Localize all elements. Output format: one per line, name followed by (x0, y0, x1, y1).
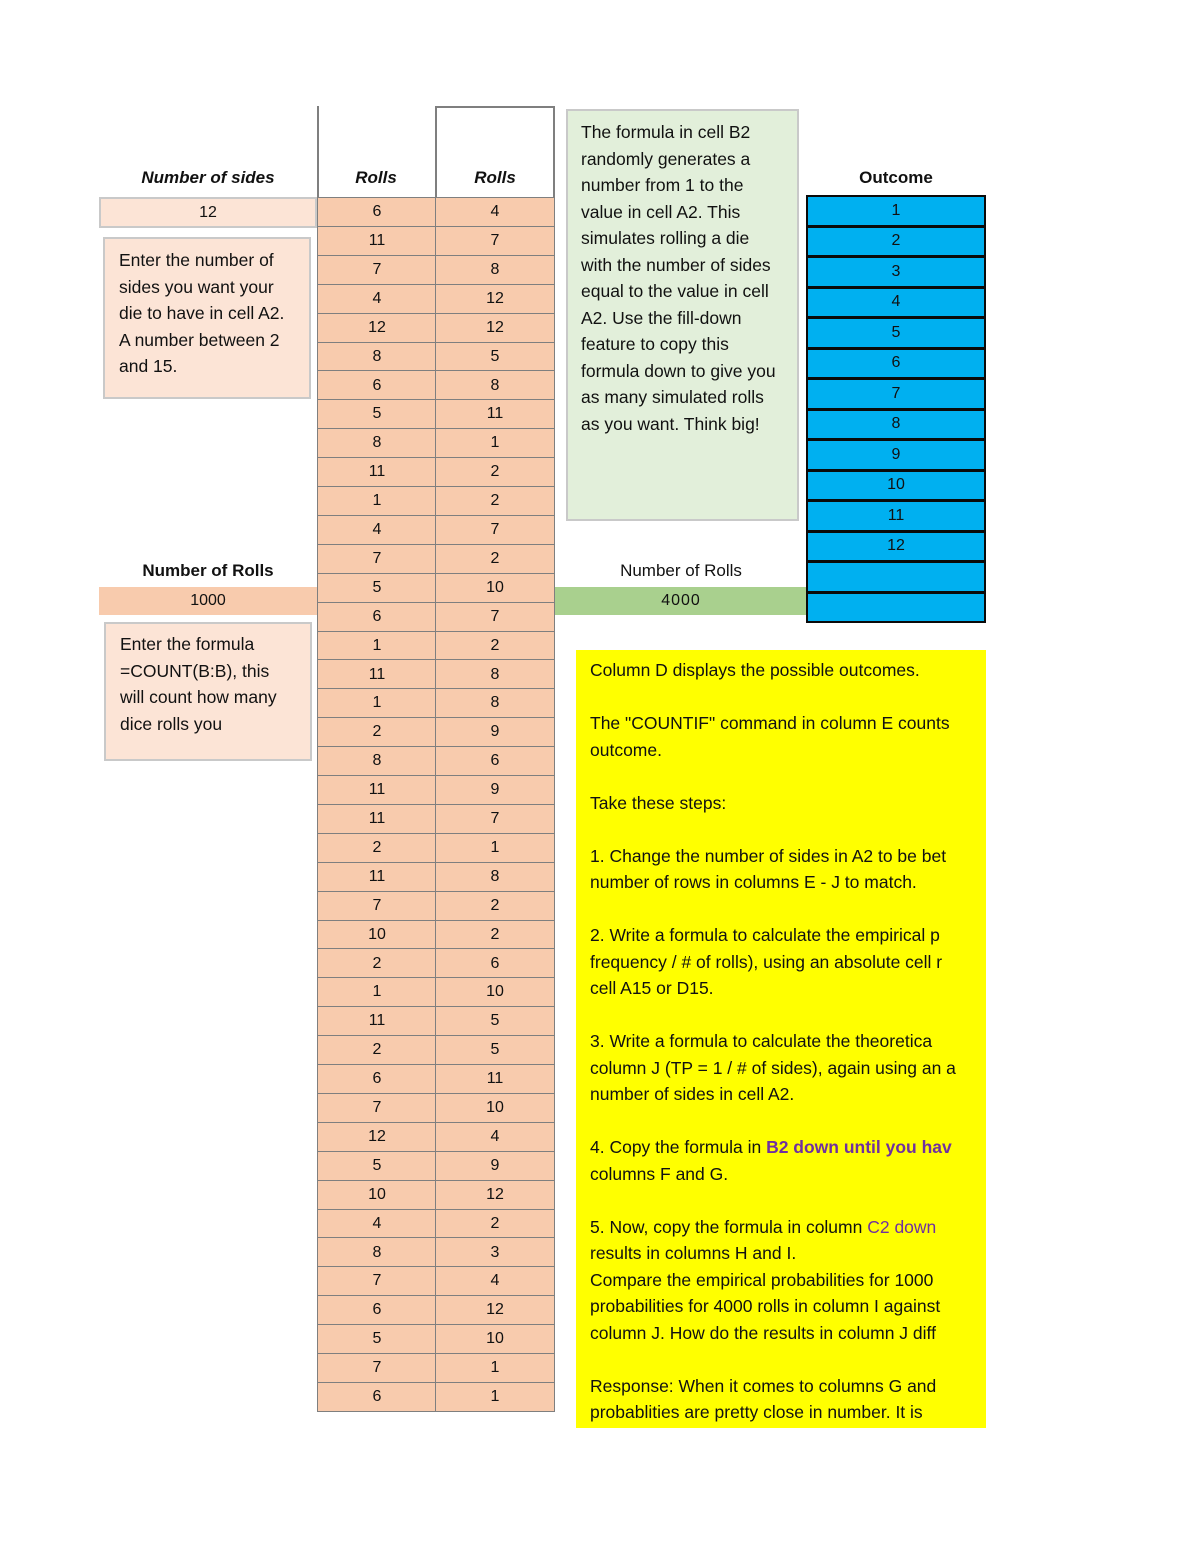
rolls-c-cell[interactable]: 1 (435, 1382, 555, 1412)
rolls-b-cell[interactable]: 6 (317, 197, 437, 227)
outcome-cell[interactable]: 7 (806, 378, 986, 410)
rolls-c-cell[interactable]: 2 (435, 1209, 555, 1239)
rolls-b-cell[interactable]: 6 (317, 602, 437, 632)
instr-step4a (590, 1134, 986, 1161)
rolls-b-cell[interactable]: 6 (317, 1064, 437, 1094)
rolls-c-cell[interactable]: 1 (435, 1353, 555, 1383)
rolls-b-cell[interactable]: 7 (317, 1353, 437, 1383)
outcome-cell[interactable] (806, 561, 986, 593)
instr-step4a-highlight: B2 down until you hav (766, 1137, 952, 1157)
instr-step5e: column J. How do the results in column J diff (590, 1322, 936, 1343)
rolls-c-cell[interactable]: 1 (435, 833, 555, 863)
rolls-c-cell[interactable]: 8 (435, 659, 555, 689)
rolls-c-cell[interactable]: 9 (435, 775, 555, 805)
instr-step1b: number of rows in columns E - J to match. (590, 872, 917, 892)
instr-step2c: cell A15 or D15. (590, 978, 714, 998)
rolls-c-cell[interactable]: 5 (435, 1006, 555, 1036)
outcome-cell[interactable] (806, 592, 986, 624)
rolls-c-cell[interactable]: 7 (435, 515, 555, 545)
instr-step2b: frequency / # of rolls), using an absolute cell r (590, 951, 943, 972)
rolls-count-value: 1000 (190, 592, 226, 609)
rolls-b-cell[interactable]: 7 (317, 544, 437, 574)
sides-value: 12 (199, 203, 217, 221)
instr-line1: Column D displays the possible outcomes. (590, 660, 920, 680)
instr-line3: Take these steps: (590, 792, 727, 813)
rolls-b-cell[interactable]: 7 (317, 1093, 437, 1123)
instr-step2a: 2. Write a formula to calculate the empirical p (590, 925, 940, 945)
rolls-c-cell[interactable]: 2 (435, 457, 555, 487)
sides-note: Enter the number of sides you want your die to have in cell A2. A number between 2 and 15. (103, 237, 311, 399)
rolls-c-cell[interactable]: 9 (435, 1151, 555, 1181)
rolls-count-header-2: Number of Rolls (620, 561, 742, 580)
instr-step4a-pre: 4. Copy the formula in (590, 1137, 767, 1157)
instr-step5d: probabilities for 4000 rolls in column I against (590, 1296, 941, 1316)
rolls-b-cell[interactable]: 6 (317, 370, 437, 400)
rolls-b-cell[interactable]: 1 (317, 631, 437, 661)
rolls-b-cell[interactable]: 1 (317, 486, 437, 516)
rolls-b-cell[interactable]: 7 (317, 1266, 437, 1296)
rolls-c-cell[interactable]: 3 (435, 1237, 555, 1267)
rolls-b-cell[interactable]: 2 (317, 717, 437, 747)
rolls-b-cell[interactable]: 11 (317, 775, 437, 805)
rolls-b-cell[interactable]: 11 (317, 804, 437, 834)
rolls-c-cell[interactable]: 5 (435, 1035, 555, 1065)
rolls-c-cell[interactable]: 12 (435, 313, 555, 343)
rolls-b-cell[interactable]: 8 (317, 428, 437, 458)
rolls-c-cell[interactable]: 2 (435, 920, 555, 950)
rolls-c-cell[interactable]: 2 (435, 486, 555, 516)
rolls-c-cell[interactable]: 8 (435, 370, 555, 400)
rolls-c-cell[interactable]: 12 (435, 1295, 555, 1325)
rolls-b-cell[interactable]: 11 (317, 659, 437, 689)
rolls-b-cell[interactable]: 5 (317, 1324, 437, 1354)
rolls-b-cell[interactable]: 12 (317, 1122, 437, 1152)
rolls-c-cell[interactable]: 7 (435, 804, 555, 834)
rolls-count-header: Number of Rolls (142, 561, 274, 580)
rolls-c-cell[interactable]: 6 (435, 948, 555, 978)
rolls-c-cell[interactable]: 8 (435, 862, 555, 892)
outcome-cell[interactable]: 1 (806, 195, 986, 227)
rolls-b-cell[interactable]: 4 (317, 1209, 437, 1239)
info-box: The formula in cell B2 randomly generates a number from 1 to the value in cell A2. This simulates rolling a die with the number of sides equal to the value in cell A2. Use the fill-down feature to copy this formula down to give you as many simulated rolls as you want. Think big! (566, 109, 799, 521)
rolls-b-cell[interactable]: 1 (317, 977, 437, 1007)
rolls-b-cell[interactable]: 11 (317, 1006, 437, 1036)
instr-step5a-pre: 5. Now, copy the formula in column (590, 1216, 868, 1237)
rolls-c-cell[interactable]: 10 (435, 977, 555, 1007)
outcome-header: Outcome (859, 168, 933, 187)
rolls-c-cell[interactable]: 8 (435, 255, 555, 285)
rolls-c-cell[interactable]: 10 (435, 1093, 555, 1123)
outcome-cell[interactable]: 5 (806, 317, 986, 349)
instr-resp2: probablities are pretty close in number. It is (590, 1402, 923, 1422)
instr-step4b: columns F and G. (590, 1163, 729, 1184)
outcome-cell[interactable]: 6 (806, 348, 986, 380)
rolls-c-cell[interactable]: 12 (435, 1180, 555, 1210)
instr-step3a: 3. Write a formula to calculate the theoretica (590, 1031, 933, 1051)
rolls-b-cell[interactable]: 2 (317, 1035, 437, 1065)
rolls-b-cell[interactable]: 6 (317, 1295, 437, 1325)
rolls-c-cell[interactable]: 2 (435, 544, 555, 574)
rolls-c-cell[interactable]: 7 (435, 226, 555, 256)
rolls-c-cell[interactable]: 2 (435, 631, 555, 661)
instr-step5a (590, 1214, 986, 1241)
rolls-b-cell[interactable]: 2 (317, 833, 437, 863)
instr-step3b: column J (TP = 1 / # of sides), again using an a (590, 1057, 956, 1078)
rolls-c-cell[interactable]: 2 (435, 891, 555, 921)
sides-input-cell[interactable] (99, 197, 317, 228)
instr-step1a: 1. Change the number of sides in A2 to be bet (590, 845, 947, 866)
instructions-box (576, 650, 986, 1428)
outcome-cell[interactable]: 2 (806, 226, 986, 258)
outcome-cell[interactable]: 12 (806, 531, 986, 563)
rolls-c-cell[interactable]: 4 (435, 197, 555, 227)
rolls-header-b: Rolls (355, 168, 397, 187)
rolls-b-cell[interactable]: 5 (317, 399, 437, 429)
rolls-c-cell[interactable]: 1 (435, 428, 555, 458)
rolls-b-cell[interactable]: 5 (317, 573, 437, 603)
rolls-c-cell[interactable]: 9 (435, 717, 555, 747)
rolls-b-cell[interactable]: 10 (317, 1180, 437, 1210)
rolls-b-cell[interactable]: 8 (317, 342, 437, 372)
rolls-b-cell[interactable]: 1 (317, 688, 437, 718)
outcome-cell[interactable]: 10 (806, 470, 986, 502)
rolls-b-cell[interactable]: 11 (317, 226, 437, 256)
rolls-c-cell[interactable]: 5 (435, 342, 555, 372)
rolls-b-cell[interactable]: 4 (317, 515, 437, 545)
rolls-b-cell[interactable]: 11 (317, 862, 437, 892)
instr-step5b: results in columns H and I. (590, 1243, 797, 1263)
rolls-count-cell-2[interactable] (555, 587, 807, 615)
outcome-cell[interactable]: 3 (806, 256, 986, 288)
rolls-c-cell[interactable]: 11 (435, 1064, 555, 1094)
rolls-b-cell[interactable]: 6 (317, 1382, 437, 1412)
rolls-b-cell[interactable]: 8 (317, 746, 437, 776)
rolls-c-cell[interactable]: 8 (435, 688, 555, 718)
rolls-count-value-2: 4000 (661, 592, 701, 609)
rolls-c-cell[interactable]: 4 (435, 1266, 555, 1296)
instr-step5c: Compare the empirical probabilities for 1000 (590, 1269, 934, 1290)
sides-header: Number of sides (141, 168, 275, 187)
rolls-b-cell[interactable]: 7 (317, 891, 437, 921)
instr-line2a: The "COUNTIF" command in column E counts (590, 713, 950, 733)
rolls-b-cell[interactable]: 10 (317, 920, 437, 950)
rolls-c-cell[interactable]: 11 (435, 399, 555, 429)
instr-resp1: Response: When it comes to columns G and (590, 1375, 937, 1396)
rolls-b-cell[interactable]: 4 (317, 284, 437, 314)
rolls-c-cell[interactable]: 4 (435, 1122, 555, 1152)
rolls-b-cell[interactable]: 8 (317, 1237, 437, 1267)
rolls-c-cell[interactable]: 6 (435, 746, 555, 776)
rolls-b-cell[interactable]: 12 (317, 313, 437, 343)
outcome-cell[interactable]: 11 (806, 500, 986, 532)
rolls-header-c: Rolls (474, 168, 516, 187)
rolls-b-cell[interactable]: 2 (317, 948, 437, 978)
rolls-b-cell[interactable]: 7 (317, 255, 437, 285)
instr-step5a-highlight: C2 down (867, 1216, 937, 1237)
rolls-c-cell[interactable]: 10 (435, 573, 555, 603)
rolls-note: Enter the formula =COUNT(B:B), this will count how many dice rolls you (104, 622, 312, 761)
rolls-b-cell[interactable]: 11 (317, 457, 437, 487)
rolls-c-cell[interactable]: 10 (435, 1324, 555, 1354)
instr-step3c: number of sides in cell A2. (590, 1084, 795, 1104)
rolls-c-cell[interactable]: 12 (435, 284, 555, 314)
outcome-cell[interactable]: 8 (806, 409, 986, 441)
outcome-cell[interactable]: 9 (806, 439, 986, 471)
rolls-b-cell[interactable]: 5 (317, 1151, 437, 1181)
outcome-cell[interactable]: 4 (806, 287, 986, 319)
rolls-c-cell[interactable]: 7 (435, 602, 555, 632)
instr-line2b: outcome. (590, 739, 662, 760)
rolls-count-cell[interactable] (99, 587, 317, 615)
